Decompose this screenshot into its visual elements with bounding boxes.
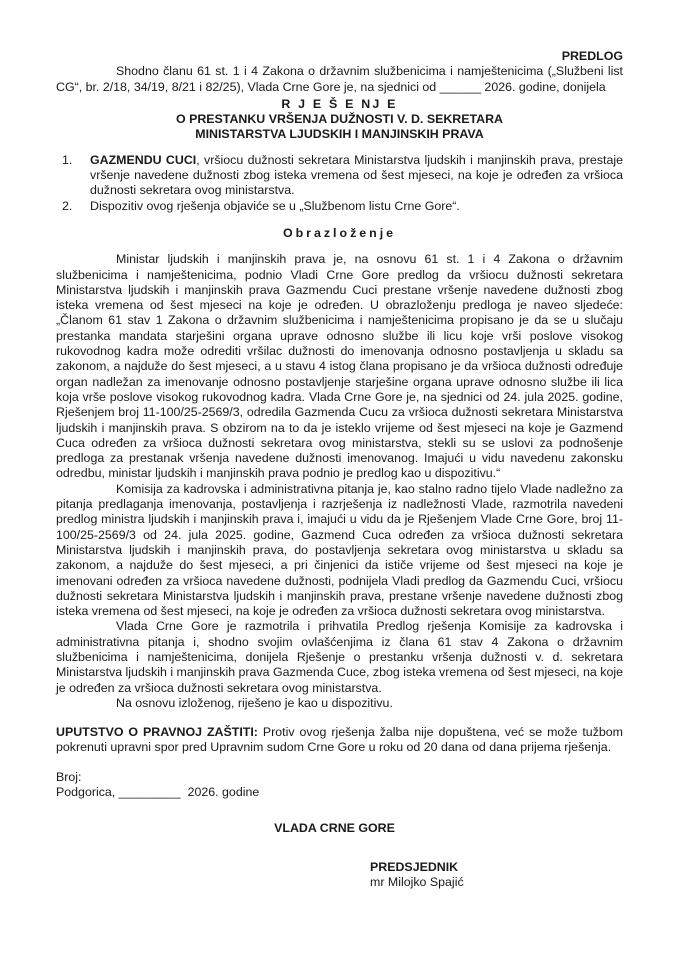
document-title [56, 97, 623, 143]
title-line-1: R J E Š E NJ E [281, 96, 398, 111]
item-text: , vršiocu dužnosti sekretara Ministarstva ljudskih i manjinskih prava, prestaje vršenje navedene dužnosti zbog isteka vremena od šest mjeseci, na koje je određen za vršioca dužnosti sekretara ovog ministarstva. [90, 152, 623, 198]
item-number: 1. [62, 152, 73, 167]
reasoning-paragraph: Na osnovu izloženog, riješeno je kao u dispozitivu. [116, 695, 393, 710]
legal-remedy-label: UPUTSTVO O PRAVNOJ ZAŠTITI: [56, 725, 258, 740]
document-page [56, 49, 623, 890]
preamble: Shodno članu 61 st. 1 i 4 Zakona o državnim službenicima i namještenicima („Službeni list CG“, br. 2/18, 34/19, 8/21 i 82/25), Vlada Crne Gore je, na sjednici od ______ 2026. godine, donijela [56, 64, 623, 94]
item-number: 2. [62, 198, 73, 213]
dispositive-item [56, 153, 623, 199]
dispositive-list [56, 153, 623, 214]
legal-remedy [56, 725, 623, 756]
title-line-2: O PRESTANKU VRŠENJA DUŽNOSTI V. D. SEKRETARA [175, 112, 503, 127]
reasoning-paragraph: Ministar ljudskih i manjinskih prava je, na osnovu 61 st. 1 i 4 Zakona o državnim službenicima i namještenicima, podnio Vladi Crne Gore predlog da vršiocu dužnosti sekretara Ministarstva ljudskih i manjinskih prava Gazmendu Cuci prestane vršenje navedene dužnosti zbog isteka vremena od šest mjeseci na koje je određen. U obrazloženju predloga je naveo sljedeće: „Članom 61 stav 1 Zakona o državnim službenicima i namještenicima propisano je da se u slučaju prestanka mandata starješini organa uprave odnosno službe ili licu koje vrši poslove visokog rukovodnog kadra može odrediti vršilac dužnosti do imenovanja odnosno postavljenja u skladu sa zakonom, a najduže do šest mjeseci, a u stavu 4 istog člana propisano je da vršioca dužnosti određuje organ nadležan za imenovanje odnosno postavljenje starješine organa uprave odnosno službe ili lica koja vrše poslove visokog rukovodnog kadra. Vlada Crne Gore je, na sjednici od 24. jula 2025. godine, Rješenjem broj 11-100/25-2569/3, odredila Gazmenda Cucu za vršioca dužnosti sekretara Ministarstva ljudskih i manjinskih prava. S obzirom na to da je isteklo vrijeme od šest mjeseci na koje je Gazmend Cuca određen za vršioca dužnosti sekretara ovog ministarstva, stekli su se uslovi za podnošenje predloga za prestanak vršenja navedene dužnosti imenovanog. Imajući u vidu navedenu zakonsku odredbu, ministar ljudskih i manjinskih prava podnio je predlog kao u dispozitivu.“ [56, 252, 623, 481]
signatory-name: mr Milojko Spajić [370, 874, 464, 889]
signatory-title: PREDSJEDNIK [370, 859, 459, 874]
document-status-label: PREDLOG [561, 49, 623, 63]
legal-remedy-text: Protiv ovog rješenja žalba nije dopuštena, već se može tužbom pokrenuti upravni spor pred Upravnim sudom Crne Gore u roku od 20 dana od dana prijema rješenja. [56, 725, 623, 755]
title-line-3: MINISTARSTVA LJUDSKIH I MANJINSKIH PRAVA [195, 127, 484, 142]
dispositive-item [56, 199, 623, 214]
reasoning-paragraph: Komisija za kadrovska i administrativna pitanja je, kao stalno radno tijelo Vlade nadležno za pitanja predlaganja imenovanja, postavljenja i razrješenja iz nadležnosti Vlade, razmotrila navedeni predlog ministra ljudskih i manjinskih prava i, imajući u vidu da je Rješenjem Vlade Crne Gore, broj 11-100/25-2569/3 od 24. jula 2025. godine, Gazmend Cuca određen za vršioca dužnosti sekretara Ministarstva ljudskih i manjinskih prava, do postavljenja sekretara ovog ministarstva u skladu sa zakonom, a najduže do šest mjeseci, a pri činjenici da ističe vrijeme od šest mjeseci na koje je imenovani određen za vršioca navedene dužnosti, podnijela Vladi predlog da Gazmendu Cuci, vršiocu dužnosti sekretara Ministarstva ljudskih i manjinskih prava, prestane vršenje navedene dužnosti zbog isteka vremena od šest mjeseci, na koje je određen za vršioca dužnosti sekretara ovog ministarstva. [56, 481, 623, 619]
reasoning-heading: Obrazloženje [282, 225, 397, 240]
place-date: Podgorica, _________ 2026. godine [56, 785, 260, 800]
item-text: Dispozitiv ovog rješenja objaviće se u „Službenom listu Crne Gore“. [90, 198, 460, 213]
item-bold-name: GAZMENDU CUCI [90, 152, 197, 167]
issuing-authority: VLADA CRNE GORE [274, 821, 395, 836]
reasoning-paragraph: Vlada Crne Gore je razmotrila i prihvatila Predlog rješenja Komisije za kadrovska i administrativna pitanja i, shodno svojim ovlašćenjima iz člana 61 stav 4 Zakona o državnim službenicima i namještenicima, donijela Rješenje o prestanku vršenja dužnosti v. d. sekretara Ministarstva ljudskih i manjinskih prava Gazmenda Cuce, zbog isteka vremena od šest mjeseci, na koje je određen za vršioca dužnosti sekretara ovog ministarstva. [56, 619, 623, 695]
number-field: Broj: [56, 769, 82, 784]
signature-block [370, 860, 623, 891]
